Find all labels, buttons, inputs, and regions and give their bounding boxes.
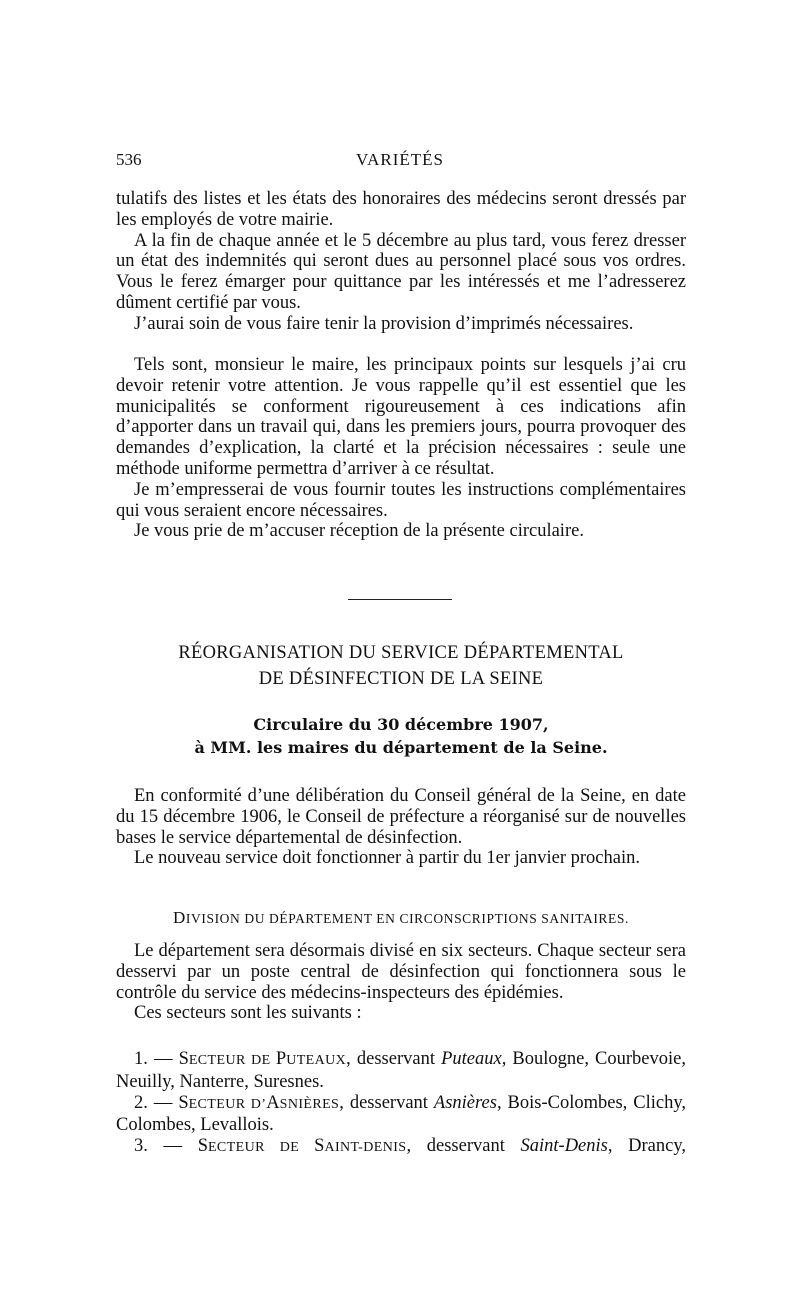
sector-item-asnieres: 2. — SECTEUR D’ASNIÈRES, desservant Asnières, Bois-Colombes, Clichy, Colombes, Levallois. <box>116 1092 686 1136</box>
paragraph-sectors-intro: Ces secteurs sont les suivants : <box>134 1003 362 1024</box>
sector-number: 1. — <box>134 1049 173 1069</box>
circular-title-line-1: Circulaire du 30 décembre 1907, <box>253 715 549 734</box>
page-number: 536 <box>116 150 142 169</box>
division-text-block <box>116 941 686 1024</box>
subsection-heading <box>116 908 686 928</box>
sector-main-town: Saint-Denis <box>520 1136 608 1157</box>
circular-title-line-2: à MM. les maires du département de la Seine. <box>194 738 608 757</box>
paragraph-start-date: Le nouveau service doit fonctionner à partir du 1er janvier prochain. <box>134 848 640 869</box>
sector-item-puteaux: 1. — SECTEUR DE PUTEAUX, desservant Puteaux, Boulogne, Courbevoie, Neuilly, Nanterre, Suresnes. <box>116 1049 686 1092</box>
sector-list <box>116 1049 686 1159</box>
subsection-rest: IVISION DU DÉPARTEMENT EN CIRCONSCRIPTIONS SANITAIRES. <box>185 911 629 926</box>
running-header <box>116 150 684 174</box>
paragraph-forms-provision: J’aurai soin de vous faire tenir la provision d’imprimés nécessaires. <box>134 313 634 334</box>
sector-main-town: Asnières <box>433 1092 497 1113</box>
section-title-line-1: RÉORGANISATION DU SERVICE DÉPARTEMENTAL <box>178 643 624 663</box>
sector-item-saint-denis: 3. — SECTEUR DE SAINT-DENIS, desservant Saint-Denis, Drancy, <box>134 1136 687 1157</box>
closing-text-block <box>116 355 686 542</box>
paragraph-further-instructions: Je m’empresserai de vous fournir toutes les instructions complémentaires qui vous seraient encore nécessaires. <box>116 479 686 521</box>
paragraph-six-sectors: Le département sera désormais divisé en six secteurs. Chaque secteur sera desservi par un poste central de désinfection qui fonctionnera sous le contrôle du service des médecins-inspecteurs des épidémies. <box>116 941 686 1003</box>
paragraph-main-points: Tels sont, monsieur le maire, les principaux points sur lesquels j’ai cru devoir retenir votre attention. Je vous rappelle qu’il est essentiel que les municipalités se conforment rigoureusement à ces indications afin d’apporter dans un travail qui, dans les premiers jours, pourra provoquer des demandes d’explication, la clarté et la précision nécessaires : seule une méthode uniforme permettra d’arriver à ce résultat. <box>116 355 686 479</box>
paragraph-acknowledge-receipt: Je vous prie de m’accuser réception de la présente circulaire. <box>134 521 584 542</box>
subsection-initial: D <box>173 908 186 927</box>
paragraph-continuation: tulatifs des listes et les états des honoraires des médecins seront dressés par les employés de votre mairie. <box>116 189 686 230</box>
paragraph-deliberation: En conformité d’une délibération du Conseil général de la Seine, en date du 15 décembre 1906, le Conseil de préfecture a réorganisé sur de nouvelles bases le service départemental de désinfection. <box>116 786 686 848</box>
sector-number: 2. — <box>134 1092 173 1113</box>
top-text-block <box>116 189 686 335</box>
section-divider <box>348 599 452 600</box>
intro-text-block <box>116 786 686 869</box>
sector-main-town: Puteaux <box>441 1049 502 1069</box>
paragraph-annual-statement: A la fin de chaque année et le 5 décembre au plus tard, vous ferez dresser un état des indemnités qui seront dues au personnel placé sous vos ordres. Vous le ferez émarger pour quittance par les intéressés et me l’adresserez dûment certifié par vous. <box>116 230 686 313</box>
section-title-line-2: DE DÉSINFECTION DE LA SEINE <box>258 669 544 689</box>
sector-number: 3. — <box>134 1136 183 1157</box>
running-title: VARIÉTÉS <box>356 150 444 169</box>
